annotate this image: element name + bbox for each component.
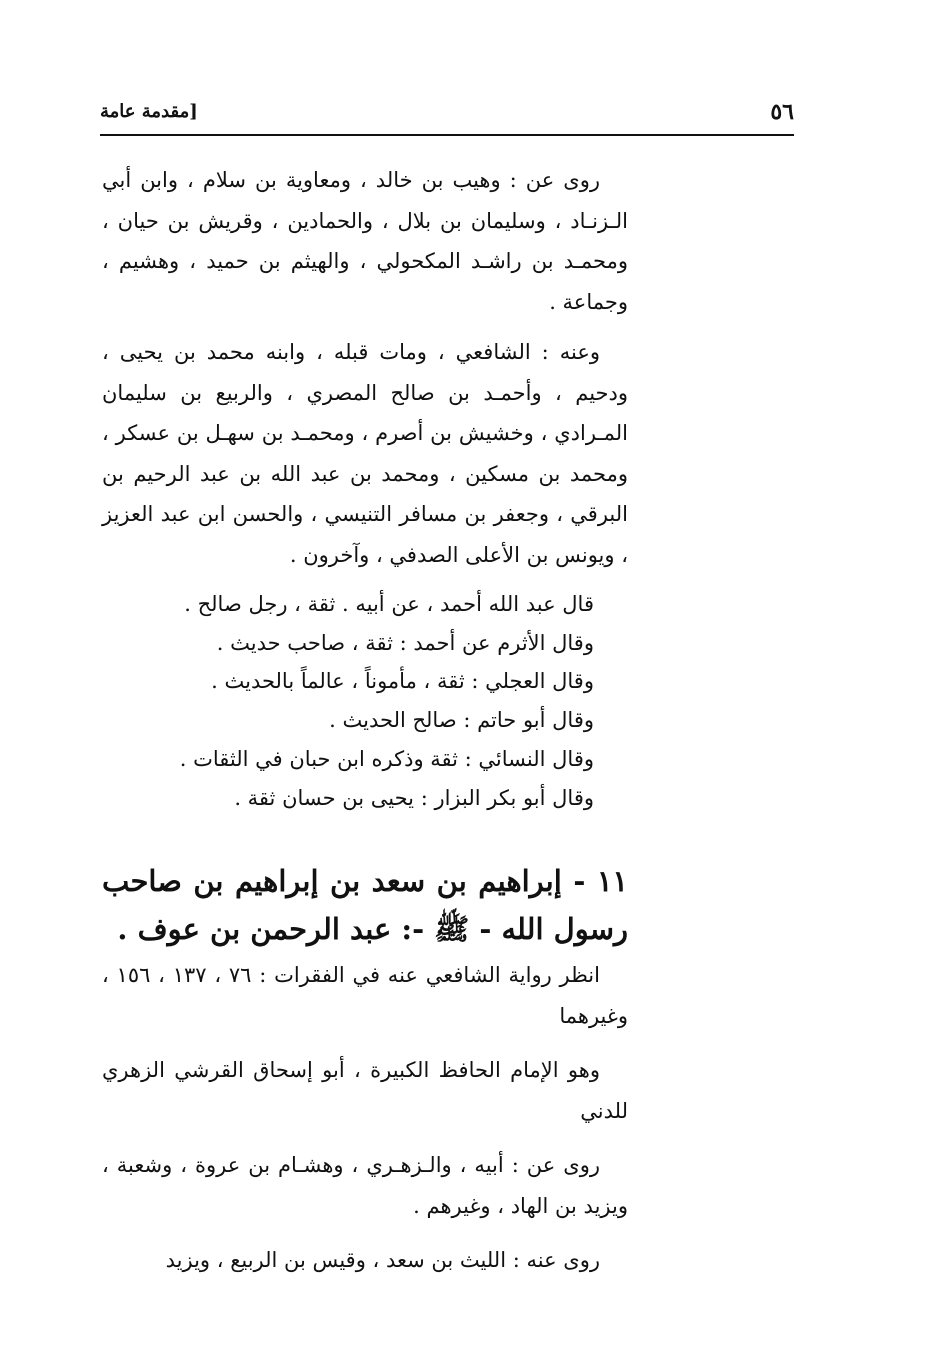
- header-rule: [100, 134, 794, 136]
- scholar-quote: قال عبد الله أحمد ، عن أبيه . ثقة ، رجل صالح .: [184, 592, 594, 616]
- entry-paragraph: روى عنه : الليث بن سعد ، وقيس بن الربيع ، ويزيد: [165, 1248, 600, 1273]
- scholar-quote: وقال الأثرم عن أحمد : ثقة ، صاحب حديث .: [216, 630, 594, 655]
- entry-reference: انظر رواية الشافعي عنه في الفقرات : ٧٦ ، ١٣٧ ، ١٥٦ ، وغيرهما: [102, 963, 628, 1028]
- page-content: [102, 160, 628, 1295]
- scholar-quotes-list: [102, 585, 628, 817]
- scholar-quote: وقال العجلي : ثقة ، مأموناً ، عالماً بالحديث .: [211, 669, 594, 694]
- narrators-to-paragraph: وعنه : الشافعي ، ومات قبله ، وابنه محمد بن يحيى ، ودحيم ، وأحمـد بن صالح المصري ، والربيع بن سليمان المـرادي ، وخشيش بن أصرم ، ومحمـد بن سهـل بن عسكر ، ومحمد بن مسكين ، ومحمد بن عبد الله بن عبد الرحيم بن البرقي ، وجعفر بن مسافر التنيسي ، والحسن ابن عبد العزيز ، ويونس بن الأعلى الصدفي ، وآخرون .: [102, 340, 628, 567]
- scholar-quote: وقال النسائي : ثقة وذكره ابن حبان في الثقات .: [179, 746, 594, 771]
- entry-number: ١١ -: [573, 864, 628, 899]
- running-header: [100, 96, 794, 136]
- narrators-from-paragraph: روى عن : وهيب بن خالد ، ومعاوية بن سلام ، وابن أبي الـزنـاد ، وسليمان بن بلال ، والحمادين ، وقريش بن حيان ، ومحمـد بن راشـد المكحولي ، والهيثم بن حميد ، وهشيم ، وجماعة .: [102, 168, 628, 314]
- biography-entry: [102, 857, 628, 1281]
- entry-paragraph: روى عن : أبيه ، والـزهـري ، وهشـام بن عروة ، وشعبة ، ويزيد بن الهاد ، وغيرهم .: [102, 1153, 628, 1218]
- scholar-quote: وقال أبو حاتم : صالح الحديث .: [329, 708, 594, 733]
- entry-heading-text: إبراهيم بن سعد بن إبراهيم بن صاحب رسول الله - ﷺ -: عبد الرحمن بن عوف .: [102, 864, 628, 947]
- entry-paragraph: وهو الإمام الحافظ الكبيرة ، أبو إسحاق القرشي الزهري للدني: [102, 1058, 628, 1123]
- section-title: [مقدمة عامة: [100, 101, 198, 122]
- entry-body: [102, 1050, 628, 1281]
- page-number: ٥٦: [770, 99, 794, 125]
- scholar-quote: وقال أبو بكر البزار : يحيى بن حسان ثقة .: [234, 785, 594, 810]
- entry-heading: [102, 857, 628, 953]
